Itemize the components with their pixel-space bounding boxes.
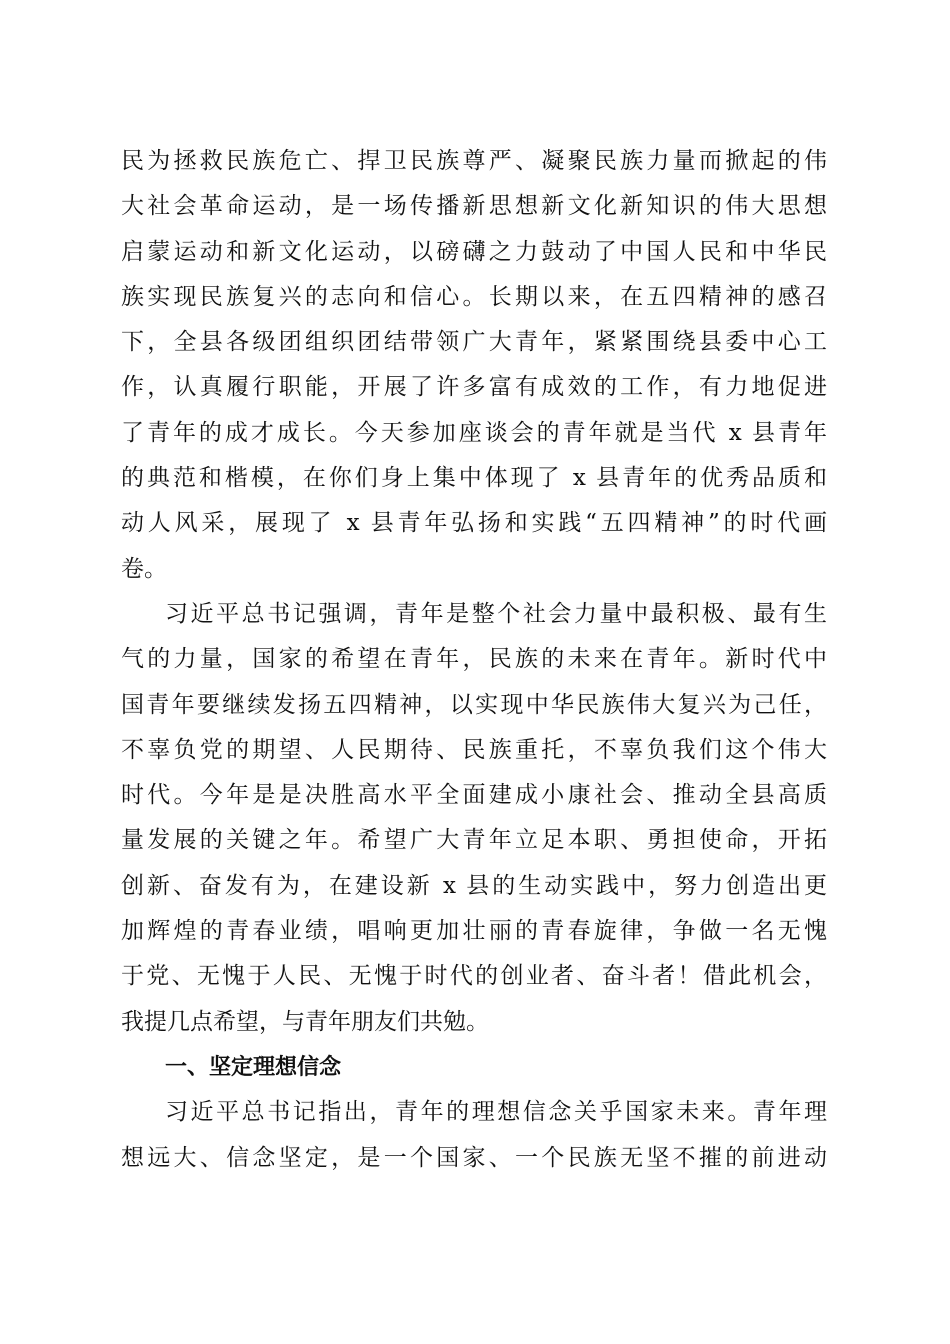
section-heading: 一、坚定理想信念 [165, 1054, 342, 1080]
paragraph-3-line: 想远大、信念坚定，是一个国家、一个民族无坚不摧的前进动 [121, 1144, 827, 1171]
paragraph-2-line: 我提几点希望，与青年朋友们共勉。 [121, 1008, 489, 1035]
paragraph-2-line: 量发展的关键之年。希望广大青年立足本职、勇担使命，开拓 [121, 827, 827, 854]
paragraph-1-line: 动人风采，展现了 x 县青年弘扬和实践“五四精神”的时代画 [121, 510, 827, 537]
paragraph-2-line: 不辜负党的期望、人民期待、民族重托，不辜负我们这个伟大 [121, 736, 827, 763]
paragraph-1-line: 族实现民族复兴的志向和信心。长期以来，在五四精神的感召 [121, 283, 827, 310]
paragraph-1-line: 下，全县各级团组织团结带领广大青年，紧紧围绕县委中心工 [121, 329, 827, 356]
paragraph-1-line: 作，认真履行职能，开展了许多富有成效的工作，有力地促进 [121, 374, 827, 401]
paragraph-2-line: 气的力量，国家的希望在青年，民族的未来在青年。新时代中 [121, 646, 827, 673]
paragraph-2 [121, 592, 827, 1045]
document-body [121, 139, 827, 1181]
paragraph-3-line: 习近平总书记指出，青年的理想信念关乎国家未来。青年理 [165, 1099, 827, 1126]
paragraph-1-line: 民为拯救民族危亡、捍卫民族尊严、凝聚民族力量而掀起的伟 [121, 148, 827, 174]
paragraph-2-line: 习近平总书记强调，青年是整个社会力量中最积极、最有生 [165, 600, 827, 627]
paragraph-1-line: 卷。 [121, 555, 167, 582]
paragraph-2-line: 国青年要继续发扬五四精神，以实现中华民族伟大复兴为己任， [121, 691, 827, 718]
paragraph-1-line: 了青年的成才成长。今天参加座谈会的青年就是当代 x 县青年 [121, 419, 827, 446]
paragraph-2-line: 时代。今年是是决胜高水平全面建成小康社会、推动全县高质 [121, 782, 827, 809]
paragraph-1-line: 启蒙运动和新文化运动，以磅礴之力鼓动了中国人民和中华民 [121, 238, 827, 265]
paragraph-2-line: 创新、奋发有为，在建设新 x 县的生动实践中，努力创造出更 [121, 872, 827, 899]
paragraph-2-line: 于党、无愧于人民、无愧于时代的创业者、奋斗者！借此机会， [121, 963, 827, 990]
paragraph-1 [121, 139, 827, 592]
paragraph-2-line: 加辉煌的青春业绩，唱响更加壮丽的青春旋律，争做一名无愧 [121, 918, 827, 945]
paragraph-3 [121, 1090, 827, 1181]
paragraph-1-line: 的典范和楷模，在你们身上集中体现了 x 县青年的优秀品质和 [121, 465, 827, 492]
paragraph-1-line: 大社会革命运动，是一场传播新思想新文化新知识的伟大思想 [121, 193, 827, 220]
